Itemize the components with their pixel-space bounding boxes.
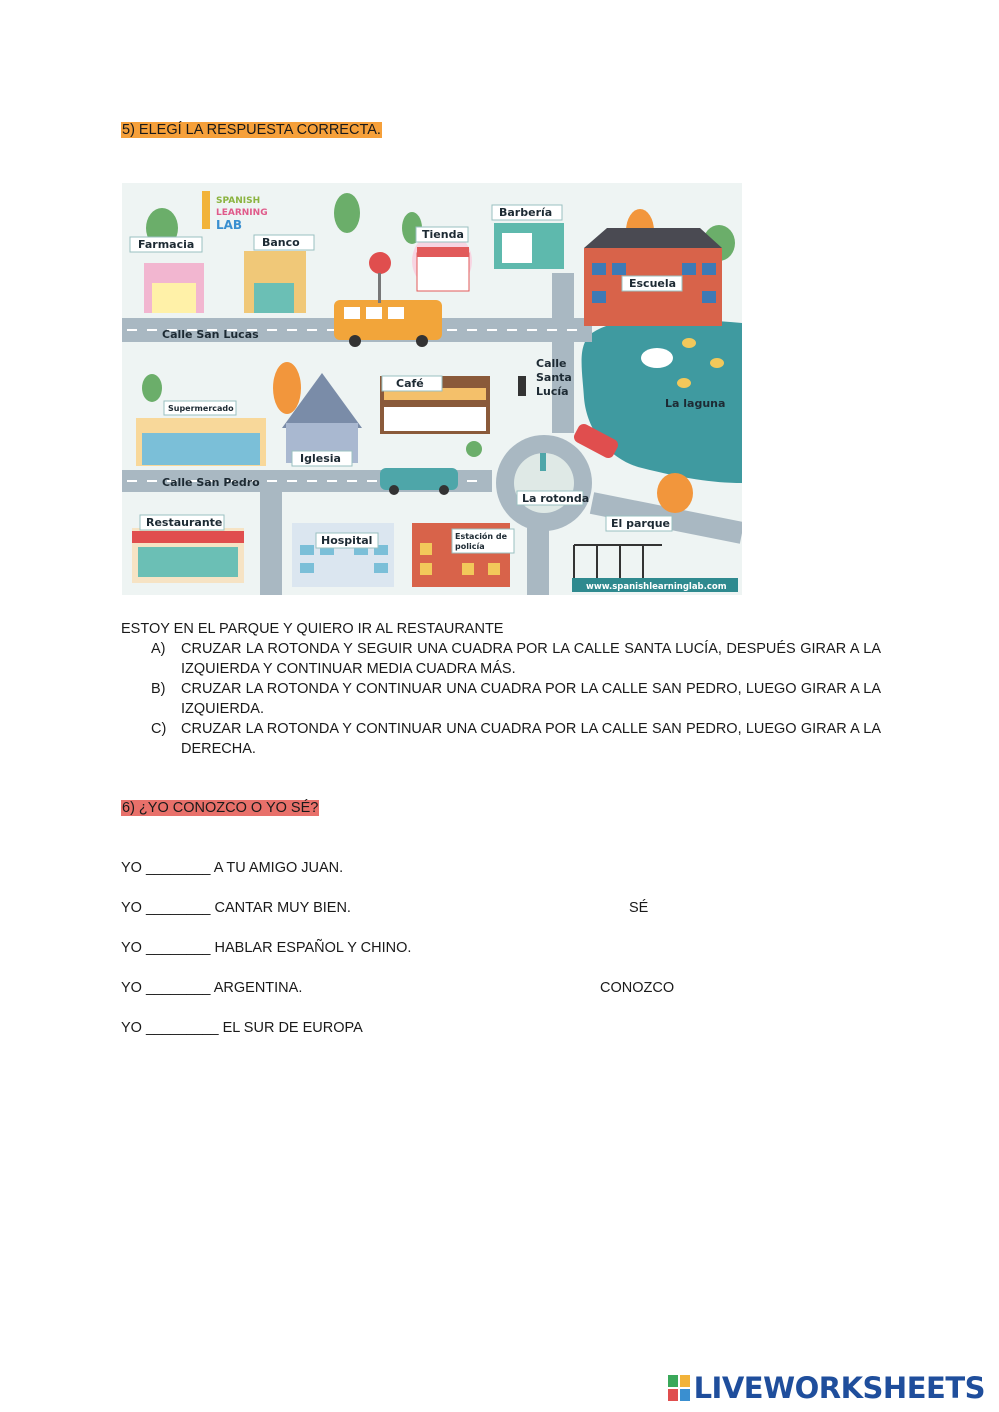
- q5-heading: 5) ELEGÍ LA RESPUESTA CORRECTA.: [122, 122, 381, 138]
- q6-sentence-5[interactable]: YO _________ EL SUR DE EUROPA: [121, 1020, 363, 1036]
- q6-sentence-2[interactable]: YO ________ CANTAR MUY BIEN.: [121, 900, 351, 916]
- map-url: www.spanishlearninglab.com: [586, 582, 727, 592]
- word-bank-se[interactable]: SÉ: [629, 900, 649, 916]
- logo-text-lab: LAB: [216, 218, 243, 232]
- map-label-iglesia: Iglesia: [300, 452, 341, 465]
- option-a[interactable]: [0, 639, 999, 677]
- map-label-la-laguna: La laguna: [665, 397, 726, 410]
- map-label-santa-lucia-2: Santa: [536, 371, 572, 384]
- logo-text-learning: LEARNING: [216, 208, 268, 218]
- option-b-letter: B): [151, 681, 166, 697]
- map-label-calle-san-pedro: Calle San Pedro: [162, 476, 260, 489]
- map-label-estacion-1: Estación de: [455, 532, 508, 541]
- option-a-text: CRUZAR LA ROTONDA Y SEGUIR UNA CUADRA POR LA CALLE SANTA LUCÍA, DESPUÉS GIRAR A LA IZQUIERDA Y CONTINUAR MEDIA CUADRA MÁS.: [181, 641, 881, 677]
- q5-prompt: ESTOY EN EL PARQUE Y QUIERO IR AL RESTAURANTE: [121, 621, 504, 637]
- map-label-estacion-2: policía: [455, 542, 485, 551]
- logo-text-spanish: SPANISH: [216, 196, 261, 206]
- q6-sentence-4[interactable]: YO ________ ARGENTINA.: [121, 980, 303, 996]
- map-label-cafe: Café: [396, 377, 424, 390]
- q6-sentence-3[interactable]: YO ________ HABLAR ESPAÑOL Y CHINO.: [121, 940, 412, 956]
- town-map-illustration: [122, 183, 742, 595]
- option-b[interactable]: [0, 679, 999, 717]
- map-label-barberia: Barbería: [499, 206, 553, 219]
- map-label-tienda: Tienda: [422, 228, 464, 241]
- option-c-text: CRUZAR LA ROTONDA Y CONTINUAR UNA CUADRA POR LA CALLE SAN PEDRO, LUEGO GIRAR A LA DERECHA.: [181, 721, 881, 757]
- option-c-letter: C): [151, 721, 167, 737]
- map-label-el-parque: El parque: [611, 517, 671, 530]
- map-label-santa-lucia-1: Calle: [536, 357, 567, 370]
- q6-sentence-1[interactable]: YO ________ A TU AMIGO JUAN.: [121, 860, 344, 876]
- map-label-calle-san-lucas: Calle San Lucas: [162, 328, 259, 341]
- word-bank-conozco[interactable]: CONOZCO: [600, 980, 675, 996]
- option-b-text: CRUZAR LA ROTONDA Y CONTINUAR UNA CUADRA POR LA CALLE SAN PEDRO, LUEGO GIRAR A LA IZQUIERDA.: [181, 681, 881, 717]
- map-label-la-rotonda: La rotonda: [522, 492, 590, 505]
- map-label-hospital: Hospital: [321, 534, 373, 547]
- liveworksheets-wordmark: LIVEWORKSHEETS: [693, 1371, 985, 1405]
- map-label-supermercado: Supermercado: [168, 404, 234, 413]
- map-label-banco: Banco: [262, 236, 300, 249]
- option-a-letter: A): [151, 641, 166, 657]
- map-label-restaurante: Restaurante: [146, 516, 223, 529]
- option-c[interactable]: [0, 719, 999, 757]
- liveworksheets-logo: [668, 1370, 985, 1406]
- map-label-santa-lucia-3: Lucía: [536, 385, 569, 398]
- liveworksheets-badge-icon: [668, 1375, 690, 1401]
- q6-heading: 6) ¿YO CONOZCO O YO SÉ?: [122, 800, 319, 816]
- map-label-escuela: Escuela: [629, 277, 677, 290]
- map-label-farmacia: Farmacia: [138, 238, 195, 251]
